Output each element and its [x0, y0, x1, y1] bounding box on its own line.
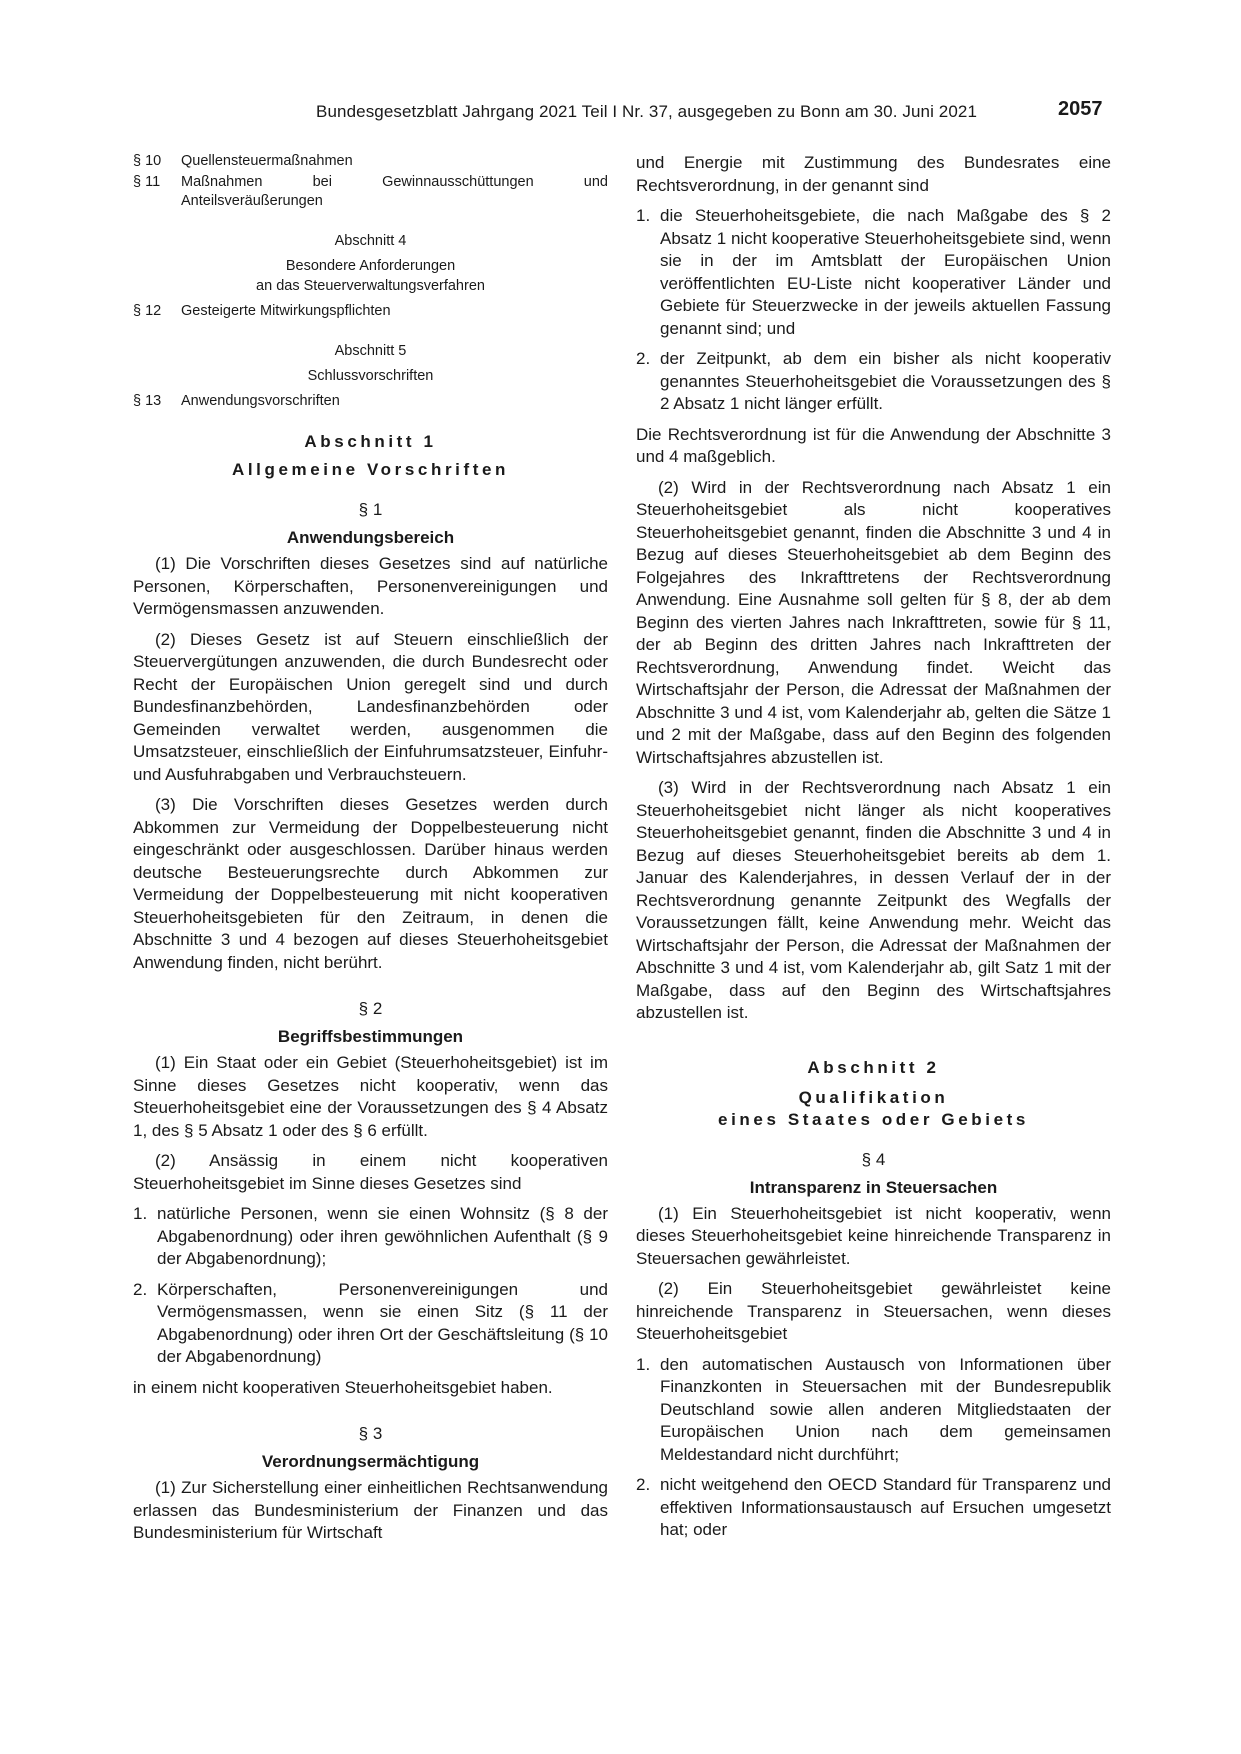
list-item-number: 2. [133, 1279, 148, 1299]
paragraph-sign: § 2 [358, 999, 383, 1018]
list-item [636, 1474, 1111, 1542]
paragraph-title: Verordnungsermächtigung [261, 1452, 480, 1471]
toc-entry-number: § 11 [133, 174, 161, 190]
list-item [133, 1279, 608, 1369]
paragraph-text: (1) Ein Staat oder ein Gebiet (Steuerhoheitsgebiet) ist im Sinne dieses Gesetzes nicht kooperativ, wenn das Steuerhoheitsgebiet eine der Voraussetzungen des § 4 Absatz 1, des § 5 Absatz 1 oder des § 6 erfüllt. [133, 1053, 608, 1140]
paragraph-sign: § 4 [861, 1149, 886, 1169]
paragraph-text: (2) Wird in der Rechtsverordnung nach Absatz 1 ein Steuerhoheitsgebiet als nicht kooperatives Steuerhoheitsgebiet genannt, finden die Abschnitte 3 und 4 in Bezug auf dieses Steuerhoheitsgebiet ab dem Beginn des Folgejahres des Inkrafttretens der Rechtsverordnung Anwendung. Eine Ausnahme soll gelten für § 8, der ab dem Beginn des vierten Jahres nach Inkrafttreten, sowie für § 11, der ab Beginn des dritten Jahres nach Inkrafttreten der Rechtsverordnung, Anwendung findet. Weicht das Wirtschaftsjahr der Person, die Adressat der Maßnahmen der Abschnitte 3 und 4 ist, vom Kalenderjahr ab, gelten die Sätze 1 und 2 mit der Maßgabe, dass auf den Beginn des folgenden Wirtschaftsjahres abzustellen ist. [636, 477, 1111, 767]
toc-entry-text: Gesteigerte Mitwirkungspflichten [181, 303, 391, 319]
list-item [636, 348, 1111, 416]
toc-entry [133, 302, 608, 321]
paragraph-text: (3) Die Vorschriften dieses Gesetzes werden durch Abkommen zur Vermeidung der Doppelbesteuerung nicht eingeschränkt oder ausgeschlossen. Darüber hinaus werden deutsche Besteuerungsrechte durch Abkommen zur Vermeidung der Doppelbesteuerung mit nicht kooperativen Steuerhoheitsgebieten für den Zeitraum, in denen die Abschnitte 3 und 4 bezogen auf dieses Steuerhoheitsgebiet Anwendung finden, nicht berührt. [133, 795, 608, 972]
toc-entry [133, 392, 608, 411]
paragraph-text: (2) Dieses Gesetz ist auf Steuern einschließlich der Steuervergütungen anzuwenden, die durch Bundesrecht oder Recht der Europäischen Union geregelt sind und durch Bundesfinanzbehörden, Landesfinanzbehörden oder Gemeinden verwaltet werden, ausgenommen die Umsatzsteuer, einschließlich der Einfuhrumsatzsteuer, Einfuhr- und Ausfuhrabgaben und Verbrauchsteuern. [133, 629, 608, 784]
section-title: Allgemeine Vorschriften [231, 460, 510, 479]
list-item-number: 1. [133, 1204, 148, 1223]
list-item-text: der Zeitpunkt, ab dem ein bisher als nicht kooperativ genanntes Steuerhoheitsgebiet die Voraussetzungen des § 2 Absatz 1 nicht länger erfüllt. [660, 349, 1111, 413]
list-item-number: 1. [636, 206, 651, 225]
list-item [636, 205, 1111, 340]
toc-entry-text: Quellensteuermaßnahmen [181, 153, 353, 169]
list-item-text: den automatischen Austausch von Informationen über Finanzkonten in Steuersachen mit der Bundesrepublik Deutschland sowie allen anderen Mitgliedstaaten der Europäischen Union nach dem gemeinsamen Meldestandard nicht durchführt; [660, 1354, 1111, 1464]
toc-section-title: Besondere Anforderungen [285, 258, 456, 274]
list-item-number: 1. [636, 1354, 651, 1374]
toc-entry [133, 173, 608, 211]
toc-section-label: Abschnitt 5 [334, 343, 407, 359]
section-title: Qualifikation [798, 1087, 949, 1107]
toc-entry [133, 152, 608, 171]
right-column [636, 152, 1111, 1550]
toc-section-label: Abschnitt 4 [334, 233, 407, 249]
toc-entry-text: Anwendungsvorschriften [181, 393, 340, 409]
paragraph-text: (3) Wird in der Rechtsverordnung nach Absatz 1 ein Steuerhoheitsgebiet nicht länger als nicht kooperatives Steuerhoheitsgebiet genannt, finden die Abschnitte 3 und 4 in Bezug auf dieses Steuerhoheitsgebiet bereits ab dem 1. Januar des Kalenderjahres, in dessen Verlauf der in der Rechtsverordnung genannte Zeitpunkt des Wegfalls der Voraussetzungen fällt, keine Anwendung mehr. Weicht das Wirtschaftsjahr der Person, die Adressat der Maßnahmen der Abschnitte 3 und 4 ist, vom Kalenderjahr ab, gilt Satz 1 mit der Maßgabe, dass auf den Beginn des Wirtschaftsjahres abzustellen ist. [636, 778, 1111, 1022]
list-item-text: natürliche Personen, wenn sie einen Wohnsitz (§ 8 der Abgabenordnung) oder ihren gewöhnlichen Aufenthalt (§ 9 der Abgabenordnung); [157, 1204, 608, 1268]
toc-section-title: Schlussvorschriften [307, 368, 434, 384]
header-title: Bundesgesetzblatt Jahrgang 2021 Teil I Nr. 37, ausgegeben zu Bonn am 30. Juni 2021 [316, 102, 977, 121]
paragraph-title: Anwendungsbereich [286, 528, 455, 547]
list-item [133, 1203, 608, 1271]
paragraph-text: (1) Zur Sicherstellung einer einheitlichen Rechtsanwendung erlassen das Bundesministerium der Finanzen und das Bundesministerium für Wirtschaft [133, 1478, 608, 1542]
paragraph-text: (1) Die Vorschriften dieses Gesetzes sind auf natürliche Personen, Körperschaften, Personenvereinigungen und Vermögensmassen anzuwenden. [133, 554, 608, 618]
list-item-text: Körperschaften, Personenvereinigungen und Vermögensmassen, wenn sie einen Sitz (§ 11 der Abgabenordnung) oder ihren Ort der Geschäftsleitung (§ 10 der Abgabenordnung) [157, 1279, 608, 1366]
toc-entry-number: § 13 [133, 393, 162, 409]
paragraph-sign: § 3 [358, 1424, 383, 1443]
toc-entry-number: § 12 [133, 303, 162, 319]
left-column [133, 152, 608, 1553]
list-item-number: 2. [636, 1475, 651, 1494]
section-title: eines Staates oder Gebiets [718, 1109, 1029, 1129]
toc-entry-text: Maßnahmen bei Gewinnausschüttungen und Anteilsveräußerungen [181, 174, 608, 209]
list-item-number: 2. [636, 349, 651, 368]
paragraph-sign: § 1 [358, 500, 383, 519]
list-item-text: die Steuerhoheitsgebiete, die nach Maßgabe des § 2 Absatz 1 nicht kooperative Steuerhoheitsgebiete sind, wenn sie in der im Amtsblatt der Europäischen Union veröffentlichten EU-Liste nicht kooperativer Länder und Gebiete für Steuerzwecke in der jeweils aktuellen Fassung genannt sind; und [660, 206, 1111, 338]
paragraph-title: Intransparenz in Steuersachen [749, 1177, 998, 1197]
toc-section-title: an das Steuerverwaltungsverfahren [256, 278, 485, 294]
list-item [636, 1354, 1111, 1467]
paragraph-title: Begriffsbestimmungen [277, 1027, 464, 1046]
page-number: 2057 [1058, 98, 1103, 120]
paragraph-text: (2) Ansässig in einem nicht kooperativen Steuerhoheitsgebiet im Sinne dieses Gesetzes sind [133, 1151, 608, 1193]
paragraph-text: in einem nicht kooperativen Steuerhoheitsgebiet haben. [133, 1377, 553, 1397]
section-label: Abschnitt 2 [807, 1057, 940, 1077]
table-of-contents [133, 152, 608, 411]
page-header [0, 98, 1241, 128]
paragraph-text: (1) Ein Steuerhoheitsgebiet ist nicht kooperativ, wenn dieses Steuerhoheitsgebiet keine hinreichende Transparenz in Steuersachen gewährleistet. [636, 1203, 1111, 1268]
paragraph-text: Die Rechtsverordnung ist für die Anwendung der Abschnitte 3 und 4 maßgeblich. [636, 424, 1111, 466]
paragraph-text: (2) Ein Steuerhoheitsgebiet gewährleistet keine hinreichende Transparenz in Steuersachen, wenn dieses Steuerhoheitsgebiet [636, 1279, 1111, 1343]
list-item-text: nicht weitgehend den OECD Standard für Transparenz und effektiven Informationsaustausch auf Ersuchen umgesetzt hat; oder [660, 1475, 1111, 1539]
section-label: Abschnitt 1 [304, 432, 437, 451]
paragraph-text: und Energie mit Zustimmung des Bundesrates eine Rechtsverordnung, in der genannt sind [636, 153, 1111, 195]
toc-entry-number: § 10 [133, 153, 162, 169]
